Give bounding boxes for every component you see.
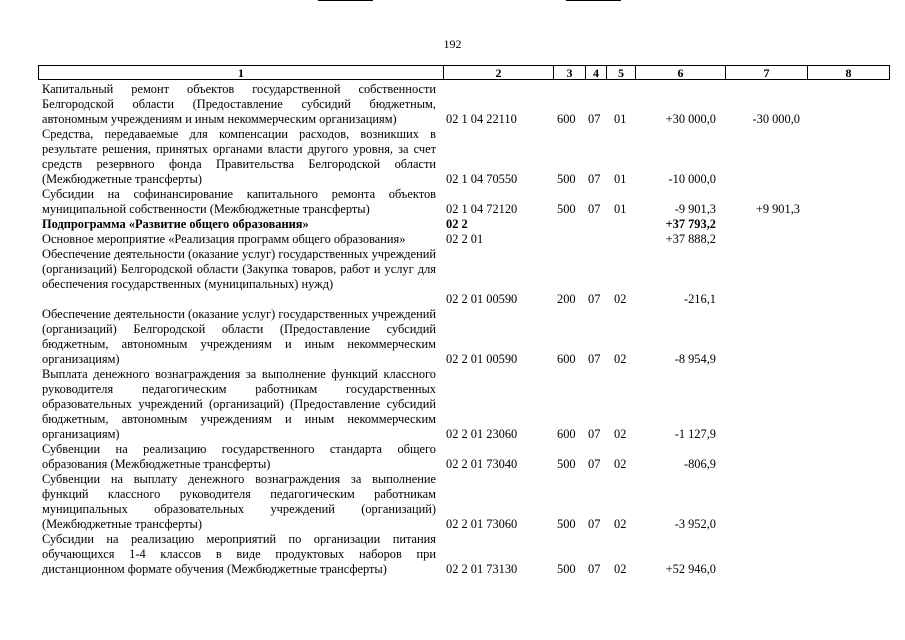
row-amount-col6: -10 000,0: [668, 172, 716, 186]
row-amount-col6: +30 000,0: [665, 112, 716, 126]
row-section: 07: [588, 517, 601, 531]
row-amount-col6: -806,9: [683, 457, 716, 471]
header-col-2: 2: [495, 66, 502, 80]
row-description: Субсидии на софинансирование капитального ремонта объектов муниципальной собственности (Межбюджетные трансферты): [42, 187, 436, 216]
row-description: Субвенции на реализацию государственного стандарта общего образования (Межбюджетные трансферты): [42, 442, 436, 471]
row-subsection: 02: [614, 352, 627, 366]
row-description: Субвенции на выплату денежного вознаграждения за выполнение функций классного руководителя педагогическим работникам муниципальных образовательных учреждений (организаций) (Межбюджетные трансферты): [42, 472, 436, 531]
row-subsection: 02: [614, 562, 627, 576]
header-col-5: 5: [618, 66, 624, 80]
row-amount-col7: -30 000,0: [752, 112, 800, 126]
row-section: 07: [588, 352, 601, 366]
row-section: 07: [588, 427, 601, 441]
row-section: 07: [588, 112, 601, 126]
row-subsection: 01: [614, 202, 627, 216]
header-col-4: 4: [593, 66, 599, 80]
row-code: 02 1 04 70550: [446, 172, 518, 186]
row-description: Основное мероприятие «Реализация программ общего образования»: [42, 232, 406, 246]
row-code: 02 2 01 73130: [446, 562, 518, 576]
row-expense-type: 600: [557, 352, 576, 366]
row-code: 02 2 01: [446, 232, 484, 246]
header-col-3: 3: [566, 66, 573, 80]
row-expense-type: 500: [557, 517, 576, 531]
row-section: 07: [588, 457, 601, 471]
top-scan-mark: [566, 0, 621, 1]
row-section: 07: [588, 202, 601, 216]
row-expense-type: 200: [557, 292, 576, 306]
row-amount-col6: +37 888,2: [665, 232, 716, 246]
row-description: Выплата денежного вознаграждения за выполнение функций классного руководителя педагогическим работникам государственных образовательных учреждений (организаций) (Предоставление субсидий бюджетным, автономным учреждениям и иным некоммерческим организациям): [42, 367, 436, 441]
table-header: [38, 65, 890, 80]
row-expense-type: 500: [557, 457, 576, 471]
row-code: 02 1 04 72120: [446, 202, 518, 216]
row-expense-type: 500: [557, 562, 576, 576]
header-col-1: 1: [238, 66, 244, 80]
row-subsection: 02: [614, 292, 627, 306]
row-amount-col6: +37 793,2: [665, 217, 716, 231]
row-amount-col6: +52 946,0: [665, 562, 716, 576]
header-col-7: 7: [763, 66, 770, 80]
row-subsection: 02: [614, 427, 627, 441]
row-description: Подпрограмма «Развитие общего образования»: [42, 217, 309, 231]
row-description: Обеспечение деятельности (оказание услуг) государственных учреждений (организаций) Белгородской области (Предоставление субсидий бюджетным, автономным учреждениям и иным некоммерческим организациям): [42, 307, 436, 366]
row-subsection: 01: [614, 112, 627, 126]
row-amount-col7: +9 901,3: [755, 202, 800, 216]
row-description: Субсидии на реализацию мероприятий по организации питания обучающихся 1-4 классов в виде продуктовых наборов при дистанционном формате обучения (Межбюджетные трансферты): [42, 532, 436, 576]
row-amount-col6: -9 901,3: [674, 202, 716, 216]
row-code: 02 2 01 00590: [446, 292, 518, 306]
row-amount-col6: -3 952,0: [674, 517, 716, 531]
row-code: 02 2 01 00590: [446, 352, 518, 366]
row-amount-col6: -216,1: [683, 292, 716, 306]
row-code: 02 2: [446, 217, 468, 231]
row-description: Обеспечение деятельности (оказание услуг) государственных учреждений (организаций) Белгородской области (Закупка товаров, работ и услуг для обеспечения государственных (муниципальных) нужд): [42, 247, 436, 291]
row-code: 02 2 01 23060: [446, 427, 518, 441]
row-expense-type: 600: [557, 112, 576, 126]
row-subsection: 02: [614, 457, 627, 471]
row-amount-col6: -8 954,9: [674, 352, 716, 366]
page-number: 192: [443, 37, 462, 51]
row-code: 02 2 01 73060: [446, 517, 518, 531]
row-subsection: 02: [614, 517, 627, 531]
row-section: 07: [588, 562, 601, 576]
row-section: 07: [588, 292, 601, 306]
row-expense-type: 500: [557, 202, 576, 216]
row-subsection: 01: [614, 172, 627, 186]
row-code: 02 2 01 73040: [446, 457, 518, 471]
header-col-6: 6: [677, 66, 684, 80]
row-description: Средства, передаваемые для компенсации расходов, возникших в результате решения, принятых органами власти другого уровня, за счет средств резервного фонда Правительства Белгородской области (Межбюджетные трансферты): [42, 127, 436, 186]
row-code: 02 1 04 22110: [446, 112, 517, 126]
row-amount-col6: -1 127,9: [674, 427, 716, 441]
row-description: Капитальный ремонт объектов государственной собственности Белгородской области (Предоставление субсидий бюджетным, автономным учреждениям и иным некоммерческим организациям): [42, 82, 436, 126]
header-col-8: 8: [845, 66, 852, 80]
row-expense-type: 600: [557, 427, 576, 441]
row-section: 07: [588, 172, 601, 186]
row-expense-type: 500: [557, 172, 576, 186]
top-scan-mark: [318, 0, 373, 1]
